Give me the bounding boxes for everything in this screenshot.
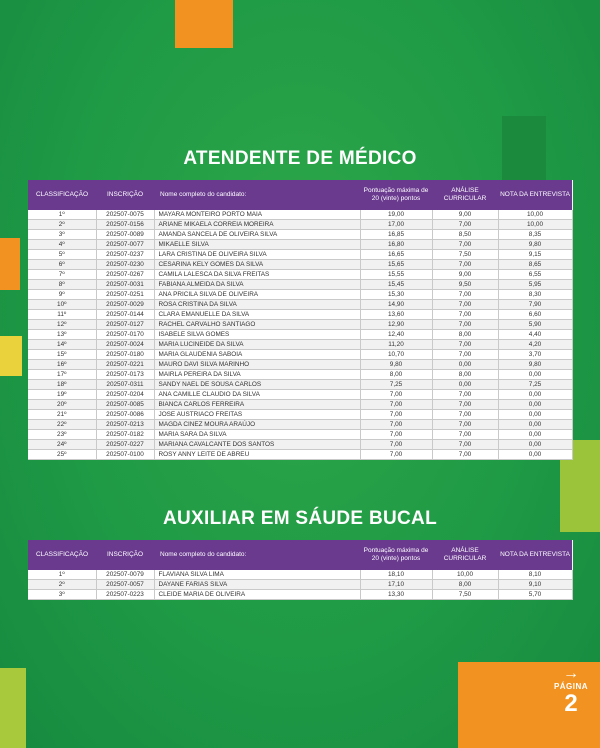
rank-cell: 7º — [28, 270, 96, 280]
inscricao-cell: 202507-0223 — [96, 590, 154, 600]
pontuacao-cell: 7,00 — [360, 450, 432, 460]
analise-cell: 0,00 — [432, 380, 498, 390]
pontuacao-cell: 19,00 — [360, 210, 432, 220]
page-label: PÁGINA — [553, 682, 589, 691]
entrevista-cell: 10,00 — [498, 210, 572, 220]
arrow-right-icon: → — [563, 665, 579, 682]
header-classificacao: CLASSIFICAÇÃO — [28, 540, 96, 570]
table-row — [28, 240, 572, 250]
table-row — [28, 450, 572, 460]
analise-cell: 8,00 — [432, 580, 498, 590]
entrevista-cell: 4,20 — [498, 340, 572, 350]
table-row — [28, 390, 572, 400]
table-row — [28, 350, 572, 360]
inscricao-cell: 202507-0237 — [96, 250, 154, 260]
table-row — [28, 380, 572, 390]
name-cell: MAURO DAVI SILVA MARINHO — [154, 360, 360, 370]
table-row — [28, 360, 572, 370]
inscricao-cell: 202507-0077 — [96, 240, 154, 250]
rank-cell: 1º — [28, 210, 96, 220]
entrevista-cell: 9,10 — [498, 580, 572, 590]
analise-cell: 8,00 — [432, 330, 498, 340]
table-row — [28, 340, 572, 350]
header-classificacao: CLASSIFICAÇÃO — [28, 180, 96, 210]
pontuacao-cell: 17,10 — [360, 580, 432, 590]
name-cell: ISABELE SILVA GOMES — [154, 330, 360, 340]
entrevista-cell: 6,60 — [498, 310, 572, 320]
name-cell: CLARA EMANUELLE DA SILVA — [154, 310, 360, 320]
page-indicator — [546, 666, 596, 717]
analise-cell: 7,00 — [432, 310, 498, 320]
rank-cell: 1º — [28, 570, 96, 580]
inscricao-cell: 202507-0182 — [96, 430, 154, 440]
analise-cell: 10,00 — [432, 570, 498, 580]
table-row — [28, 250, 572, 260]
rank-cell: 2º — [28, 220, 96, 230]
pontuacao-cell: 18,10 — [360, 570, 432, 580]
table-header-row — [28, 540, 572, 570]
decorative-orange-block — [175, 0, 233, 48]
rank-cell: 23º — [28, 430, 96, 440]
entrevista-cell: 9,15 — [498, 250, 572, 260]
inscricao-cell: 202507-0100 — [96, 450, 154, 460]
header-nome: Nome completo do candidato: — [154, 540, 360, 570]
name-cell: AMANDA SANCELA DE OLIVEIRA SILVA — [154, 230, 360, 240]
table-row — [28, 300, 572, 310]
pontuacao-cell: 10,70 — [360, 350, 432, 360]
name-cell: ANA CAMILLE CLAUDIO DA SILVA — [154, 390, 360, 400]
entrevista-cell: 7,90 — [498, 300, 572, 310]
header-inscricao: INSCRIÇÃO — [96, 540, 154, 570]
name-cell: LARA CRISTINA DE OLIVEIRA SILVA — [154, 250, 360, 260]
pontuacao-cell: 7,00 — [360, 410, 432, 420]
header-entrevista: NOTA DA ENTREVISTA — [498, 540, 572, 570]
inscricao-cell: 202507-0267 — [96, 270, 154, 280]
analise-cell: 7,00 — [432, 260, 498, 270]
analise-cell: 7,00 — [432, 340, 498, 350]
table-row — [28, 210, 572, 220]
rank-cell: 13º — [28, 330, 96, 340]
pontuacao-cell: 13,60 — [360, 310, 432, 320]
entrevista-cell: 5,90 — [498, 320, 572, 330]
pontuacao-cell: 12,40 — [360, 330, 432, 340]
analise-cell: 7,00 — [432, 400, 498, 410]
rank-cell: 10º — [28, 300, 96, 310]
rank-cell: 6º — [28, 260, 96, 270]
entrevista-cell: 8,10 — [498, 570, 572, 580]
entrevista-cell: 5,95 — [498, 280, 572, 290]
entrevista-cell: 0,00 — [498, 440, 572, 450]
inscricao-cell: 202507-0127 — [96, 320, 154, 330]
inscricao-cell: 202507-0089 — [96, 230, 154, 240]
pontuacao-cell: 13,30 — [360, 590, 432, 600]
analise-cell: 9,50 — [432, 280, 498, 290]
table-row — [28, 230, 572, 240]
rank-cell: 5º — [28, 250, 96, 260]
inscricao-cell: 202507-0156 — [96, 220, 154, 230]
entrevista-cell: 3,70 — [498, 350, 572, 360]
analise-cell: 8,50 — [432, 230, 498, 240]
rank-cell: 16º — [28, 360, 96, 370]
inscricao-cell: 202507-0079 — [96, 570, 154, 580]
name-cell: MAGDA CINEZ MOURA ARAÚJO — [154, 420, 360, 430]
results-table-auxiliar — [28, 540, 573, 600]
entrevista-cell: 8,35 — [498, 230, 572, 240]
inscricao-cell: 202507-0230 — [96, 260, 154, 270]
inscricao-cell: 202507-0170 — [96, 330, 154, 340]
analise-cell: 7,00 — [432, 410, 498, 420]
name-cell: MAIRLA PEREIRA DA SILVA — [154, 370, 360, 380]
section-title-atendente: ATENDENTE DE MÉDICO — [183, 148, 417, 169]
pontuacao-cell: 7,00 — [360, 390, 432, 400]
table-row — [28, 310, 572, 320]
pontuacao-cell: 16,65 — [360, 250, 432, 260]
name-cell: MARIA GLAUDENIA SABOIA — [154, 350, 360, 360]
results-table-atendente — [28, 180, 573, 460]
table-row — [28, 440, 572, 450]
rank-cell: 22º — [28, 420, 96, 430]
rank-cell: 11º — [28, 310, 96, 320]
rank-cell: 3º — [28, 230, 96, 240]
rank-cell: 8º — [28, 280, 96, 290]
entrevista-cell: 5,70 — [498, 590, 572, 600]
name-cell: MAYARA MONTEIRO PORTO MAIA — [154, 210, 360, 220]
table-row — [28, 260, 572, 270]
pontuacao-cell: 7,00 — [360, 400, 432, 410]
name-cell: MARIA SARA DA SILVA — [154, 430, 360, 440]
pontuacao-cell: 8,00 — [360, 370, 432, 380]
name-cell: ROSY ANNY LEITE DE ABREU — [154, 450, 360, 460]
table-row — [28, 320, 572, 330]
name-cell: MIKAELLE SILVA — [154, 240, 360, 250]
entrevista-cell: 8,30 — [498, 290, 572, 300]
rank-cell: 25º — [28, 450, 96, 460]
name-cell: SANDY NAEL DE SOUSA CARLOS — [154, 380, 360, 390]
name-cell: FLAVIANA SILVA LIMA — [154, 570, 360, 580]
name-cell: ARIANE MIKAELA CORREIA MOREIRA — [154, 220, 360, 230]
table-row — [28, 410, 572, 420]
analise-cell: 7,00 — [432, 450, 498, 460]
rank-cell: 17º — [28, 370, 96, 380]
table-row — [28, 580, 572, 590]
rank-cell: 21º — [28, 410, 96, 420]
name-cell: FABIANA ALMEIDA DA SILVA — [154, 280, 360, 290]
pontuacao-cell: 7,00 — [360, 440, 432, 450]
rank-cell: 4º — [28, 240, 96, 250]
pontuacao-cell: 15,55 — [360, 270, 432, 280]
inscricao-cell: 202507-0086 — [96, 410, 154, 420]
rank-cell: 9º — [28, 290, 96, 300]
inscricao-cell: 202507-0144 — [96, 310, 154, 320]
header-nome: Nome completo do candidato: — [154, 180, 360, 210]
entrevista-cell: 0,00 — [498, 430, 572, 440]
analise-cell: 7,00 — [432, 350, 498, 360]
analise-cell: 9,00 — [432, 210, 498, 220]
table-row — [28, 430, 572, 440]
analise-cell: 7,00 — [432, 320, 498, 330]
pontuacao-cell: 17,00 — [360, 220, 432, 230]
rank-cell: 15º — [28, 350, 96, 360]
rank-cell: 3º — [28, 590, 96, 600]
analise-cell: 7,50 — [432, 250, 498, 260]
inscricao-cell: 202507-0227 — [96, 440, 154, 450]
pontuacao-cell: 7,00 — [360, 420, 432, 430]
name-cell: DAYANE FARIAS SILVA — [154, 580, 360, 590]
name-cell: ANA PRICILA SILVA DE OLIVEIRA — [154, 290, 360, 300]
analise-cell: 7,00 — [432, 440, 498, 450]
name-cell: MARIANA CAVALCANTE DOS SANTOS — [154, 440, 360, 450]
analise-cell: 8,00 — [432, 370, 498, 380]
analise-cell: 7,50 — [432, 590, 498, 600]
name-cell: CLEIDE MARIA DE OLIVEIRA — [154, 590, 360, 600]
rank-cell: 20º — [28, 400, 96, 410]
pontuacao-cell: 16,80 — [360, 240, 432, 250]
rank-cell: 14º — [28, 340, 96, 350]
entrevista-cell: 6,55 — [498, 270, 572, 280]
table-row — [28, 220, 572, 230]
table-row — [28, 270, 572, 280]
pontuacao-cell: 16,85 — [360, 230, 432, 240]
inscricao-cell: 202507-0311 — [96, 380, 154, 390]
name-cell: CESARINA KELY GOMES DA SILVA — [154, 260, 360, 270]
analise-cell: 7,00 — [432, 390, 498, 400]
table-row — [28, 400, 572, 410]
pontuacao-cell: 15,65 — [360, 260, 432, 270]
rank-cell: 2º — [28, 580, 96, 590]
entrevista-cell: 0,00 — [498, 450, 572, 460]
analise-cell: 7,00 — [432, 290, 498, 300]
pontuacao-cell: 9,80 — [360, 360, 432, 370]
entrevista-cell: 8,65 — [498, 260, 572, 270]
name-cell: MARIA LUCINEIDE DA SILVA — [154, 340, 360, 350]
section-title-auxiliar: AUXILIAR EM SÁUDE BUCAL — [163, 508, 437, 529]
inscricao-cell: 202507-0031 — [96, 280, 154, 290]
table-row — [28, 590, 572, 600]
decorative-lime-block — [0, 668, 26, 748]
analise-cell: 9,00 — [432, 270, 498, 280]
entrevista-cell: 9,80 — [498, 360, 572, 370]
pontuacao-cell: 12,90 — [360, 320, 432, 330]
analise-cell: 7,00 — [432, 420, 498, 430]
entrevista-cell: 0,00 — [498, 410, 572, 420]
inscricao-cell: 202507-0075 — [96, 210, 154, 220]
table-header-row — [28, 180, 572, 210]
inscricao-cell: 202507-0029 — [96, 300, 154, 310]
table-row — [28, 570, 572, 580]
entrevista-cell: 7,25 — [498, 380, 572, 390]
table-row — [28, 370, 572, 380]
analise-cell: 7,00 — [432, 220, 498, 230]
rank-cell: 12º — [28, 320, 96, 330]
entrevista-cell: 0,00 — [498, 400, 572, 410]
analise-cell: 7,00 — [432, 240, 498, 250]
entrevista-cell: 0,00 — [498, 390, 572, 400]
rank-cell: 19º — [28, 390, 96, 400]
analise-cell: 7,00 — [432, 430, 498, 440]
name-cell: BIANCA CARLOS FERREIRA — [154, 400, 360, 410]
table-row — [28, 420, 572, 430]
entrevista-cell: 0,00 — [498, 370, 572, 380]
name-cell: RACHEL CARVALHO SANTIAGO — [154, 320, 360, 330]
header-analise: ANÁLISE CURRICULAR — [432, 180, 498, 210]
header-analise: ANÁLISE CURRICULAR — [432, 540, 498, 570]
inscricao-cell: 202507-0085 — [96, 400, 154, 410]
rank-cell: 18º — [28, 380, 96, 390]
inscricao-cell: 202507-0251 — [96, 290, 154, 300]
pontuacao-cell: 7,25 — [360, 380, 432, 390]
name-cell: JOSE AUSTRIACO FREITAS — [154, 410, 360, 420]
decorative-yellow-block — [0, 336, 22, 376]
pontuacao-cell: 14,90 — [360, 300, 432, 310]
inscricao-cell: 202507-0213 — [96, 420, 154, 430]
inscricao-cell: 202507-0180 — [96, 350, 154, 360]
pontuacao-cell: 7,00 — [360, 430, 432, 440]
header-pontuacao: Pontuação máxima de 20 (vinte) pontos — [360, 180, 432, 210]
name-cell: ROSA CRISTINA DA SILVA — [154, 300, 360, 310]
inscricao-cell: 202507-0057 — [96, 580, 154, 590]
pontuacao-cell: 15,30 — [360, 290, 432, 300]
header-inscricao: INSCRIÇÃO — [96, 180, 154, 210]
inscricao-cell: 202507-0204 — [96, 390, 154, 400]
page-number: 2 — [564, 690, 578, 717]
header-pontuacao: Pontuação máxima de 20 (vinte) pontos — [360, 540, 432, 570]
header-entrevista: NOTA DA ENTREVISTA — [498, 180, 572, 210]
inscricao-cell: 202507-0173 — [96, 370, 154, 380]
entrevista-cell: 0,00 — [498, 420, 572, 430]
entrevista-cell: 4,40 — [498, 330, 572, 340]
decorative-orange-block — [0, 238, 20, 290]
inscricao-cell: 202507-0024 — [96, 340, 154, 350]
entrevista-cell: 9,80 — [498, 240, 572, 250]
table-row — [28, 280, 572, 290]
pontuacao-cell: 15,45 — [360, 280, 432, 290]
pontuacao-cell: 11,20 — [360, 340, 432, 350]
inscricao-cell: 202507-0221 — [96, 360, 154, 370]
analise-cell: 0,00 — [432, 360, 498, 370]
name-cell: CAMILA LALESCA DA SILVA FREITAS — [154, 270, 360, 280]
entrevista-cell: 10,00 — [498, 220, 572, 230]
analise-cell: 7,00 — [432, 300, 498, 310]
rank-cell: 24º — [28, 440, 96, 450]
table-row — [28, 290, 572, 300]
table-row — [28, 330, 572, 340]
